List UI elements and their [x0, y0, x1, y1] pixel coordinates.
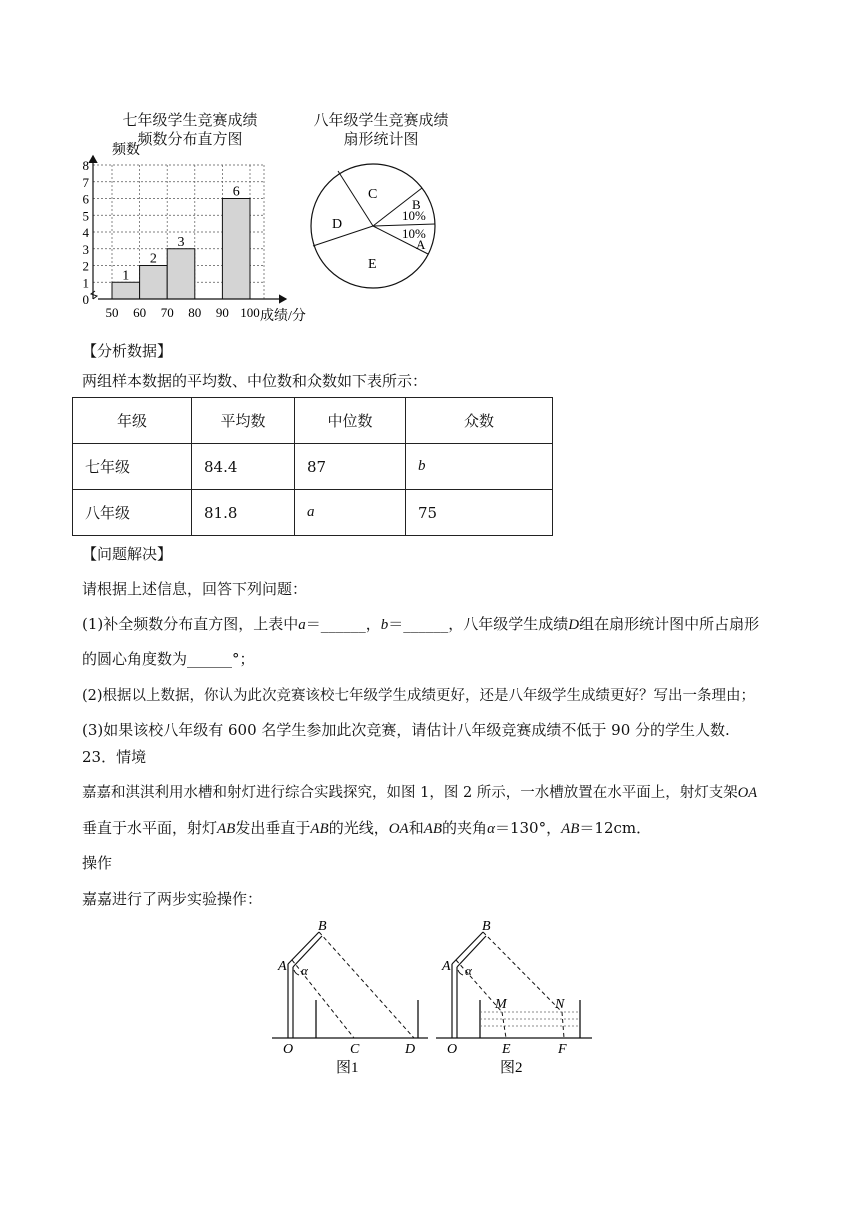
- pie-label-a: A: [416, 237, 426, 252]
- y-tick-label: 7: [82, 174, 89, 190]
- histogram-bar: [167, 249, 195, 299]
- x-tick-label: 60: [133, 305, 147, 320]
- fig1-alpha: α: [301, 963, 308, 978]
- pie-title: [296, 111, 466, 149]
- table-cell: 87: [295, 444, 406, 490]
- y-tick-label: 0: [82, 292, 89, 307]
- question-2: (2)根据以上数据，你认为此次竞赛该校七年级学生成绩更好，还是八年级学生成绩更好？写出一条理由；: [82, 688, 756, 704]
- fig2-label-m: M: [495, 997, 507, 1012]
- histogram-xlabel: 成绩/分: [260, 309, 306, 324]
- histogram-title-line1: 七年级学生竞赛成绩: [122, 111, 258, 129]
- table-cell: 八年级: [73, 490, 192, 536]
- y-tick-label: 3: [82, 241, 89, 257]
- question-intro: 请根据上述信息，回答下列问题：: [82, 580, 308, 598]
- y-tick-label: 4: [82, 225, 89, 240]
- fig1-label-c: C: [350, 1042, 360, 1057]
- table-header-row: [73, 398, 553, 444]
- fig2-alpha: α: [465, 963, 472, 978]
- bar-value-label: 1: [122, 268, 130, 284]
- question-23-line2: 垂直于水平面，射灯AB发出垂直于AB的光线，OA和AB的夹角α＝130°，AB＝12cm．: [82, 819, 652, 837]
- fig1-label-a: A: [278, 959, 287, 974]
- figure-1: [272, 919, 428, 1076]
- bar-value-label: 6: [232, 184, 240, 200]
- bar-value-label: 2: [149, 251, 157, 267]
- y-tick-label: 8: [82, 158, 89, 173]
- histogram-bar: [112, 282, 140, 299]
- bar-value-label: 3: [177, 234, 185, 250]
- question-23-line1: 嘉嘉和淇淇利用水槽和射灯进行综合实践探究，如图 1，图 2 所示，一水槽放置在水平面上，射灯支架OA: [82, 785, 758, 801]
- pie-divider-de: [313, 226, 373, 246]
- table-cell: 75: [406, 490, 553, 536]
- histogram-bars: [112, 185, 250, 300]
- fig2-label-o: O: [447, 1042, 458, 1057]
- histogram-bar: [222, 199, 250, 300]
- x-tick-label: 100: [240, 305, 260, 320]
- table-cell: 81.8: [192, 490, 295, 536]
- section-analysis: 【分析数据】: [82, 342, 173, 360]
- axis-break-mark: [91, 291, 97, 299]
- pie-title-line2: 扇形统计图: [343, 130, 419, 148]
- fig2-label-b: B: [482, 919, 491, 934]
- x-tick-label: 80: [188, 305, 202, 320]
- x-tick-label: 50: [105, 305, 119, 320]
- pie-title-line1: 八年级学生竞赛成绩: [313, 111, 449, 129]
- table-header: 平均数: [192, 398, 295, 444]
- table-header: 中位数: [295, 398, 406, 444]
- y-tick-label: 2: [82, 258, 89, 274]
- pie-label-d: D: [332, 217, 343, 232]
- pie-pct-b: 10%: [402, 208, 426, 223]
- fig2-label-f: F: [558, 1042, 567, 1057]
- pie-chart: [300, 152, 460, 304]
- pie-label-c: C: [368, 187, 378, 202]
- question-23-title: 23．情境: [82, 748, 147, 766]
- fig1-label-b: B: [318, 919, 327, 934]
- experiment-figures: [268, 912, 598, 1082]
- table-row: [73, 444, 553, 490]
- fig1-label-o: O: [283, 1042, 294, 1057]
- figure-2: [436, 919, 592, 1076]
- table-cell: 七年级: [73, 444, 192, 490]
- pie-label-b: B: [412, 197, 421, 212]
- table-cell: a: [295, 490, 406, 536]
- histogram-bar: [140, 266, 168, 300]
- histogram-title-line2: 频数分布直方图: [137, 130, 243, 148]
- pie-label-e: E: [368, 257, 377, 272]
- section-solve: 【问题解决】: [82, 545, 173, 563]
- question-1: (1)补全频数分布直方图，上表中a＝______，b＝______，八年级学生成绩D组在扇形统计图中所占扇形: [82, 615, 760, 633]
- y-tick-label: 6: [82, 191, 89, 207]
- analysis-intro: 两组样本数据的平均数、中位数和众数如下表所示：: [82, 372, 428, 390]
- table-cell: b: [406, 444, 553, 490]
- histogram-chart: [60, 138, 310, 330]
- fig1-caption: 图1: [336, 1060, 359, 1076]
- stats-table: [72, 397, 553, 536]
- table-row: [73, 490, 553, 536]
- question-1-line2: 的圆心角度数为______°；: [82, 650, 255, 668]
- question-3: (3)如果该校八年级有 600 名学生参加此次竞赛，请估计八年级竞赛成绩不低于 90 分的学生人数.: [82, 721, 730, 739]
- fig2-label-a: A: [442, 959, 451, 974]
- fig1-label-d: D: [405, 1042, 416, 1057]
- y-tick-label: 5: [82, 208, 89, 224]
- table-cell: 84.4: [192, 444, 295, 490]
- table-header: 年级: [73, 398, 192, 444]
- pie-pct-a: 10%: [402, 226, 426, 241]
- y-tick-label: 1: [82, 275, 89, 291]
- fig2-label-e: E: [502, 1042, 511, 1057]
- fig2-caption: 图2: [500, 1060, 523, 1076]
- table-header: 众数: [406, 398, 553, 444]
- histogram-ylabel: 频数: [112, 143, 140, 158]
- fig2-label-n: N: [555, 997, 565, 1012]
- x-tick-label: 70: [160, 305, 174, 320]
- operation-title: 操作: [82, 854, 113, 872]
- operation-text: 嘉嘉进行了两步实验操作：: [82, 890, 263, 908]
- x-tick-label: 90: [215, 305, 229, 320]
